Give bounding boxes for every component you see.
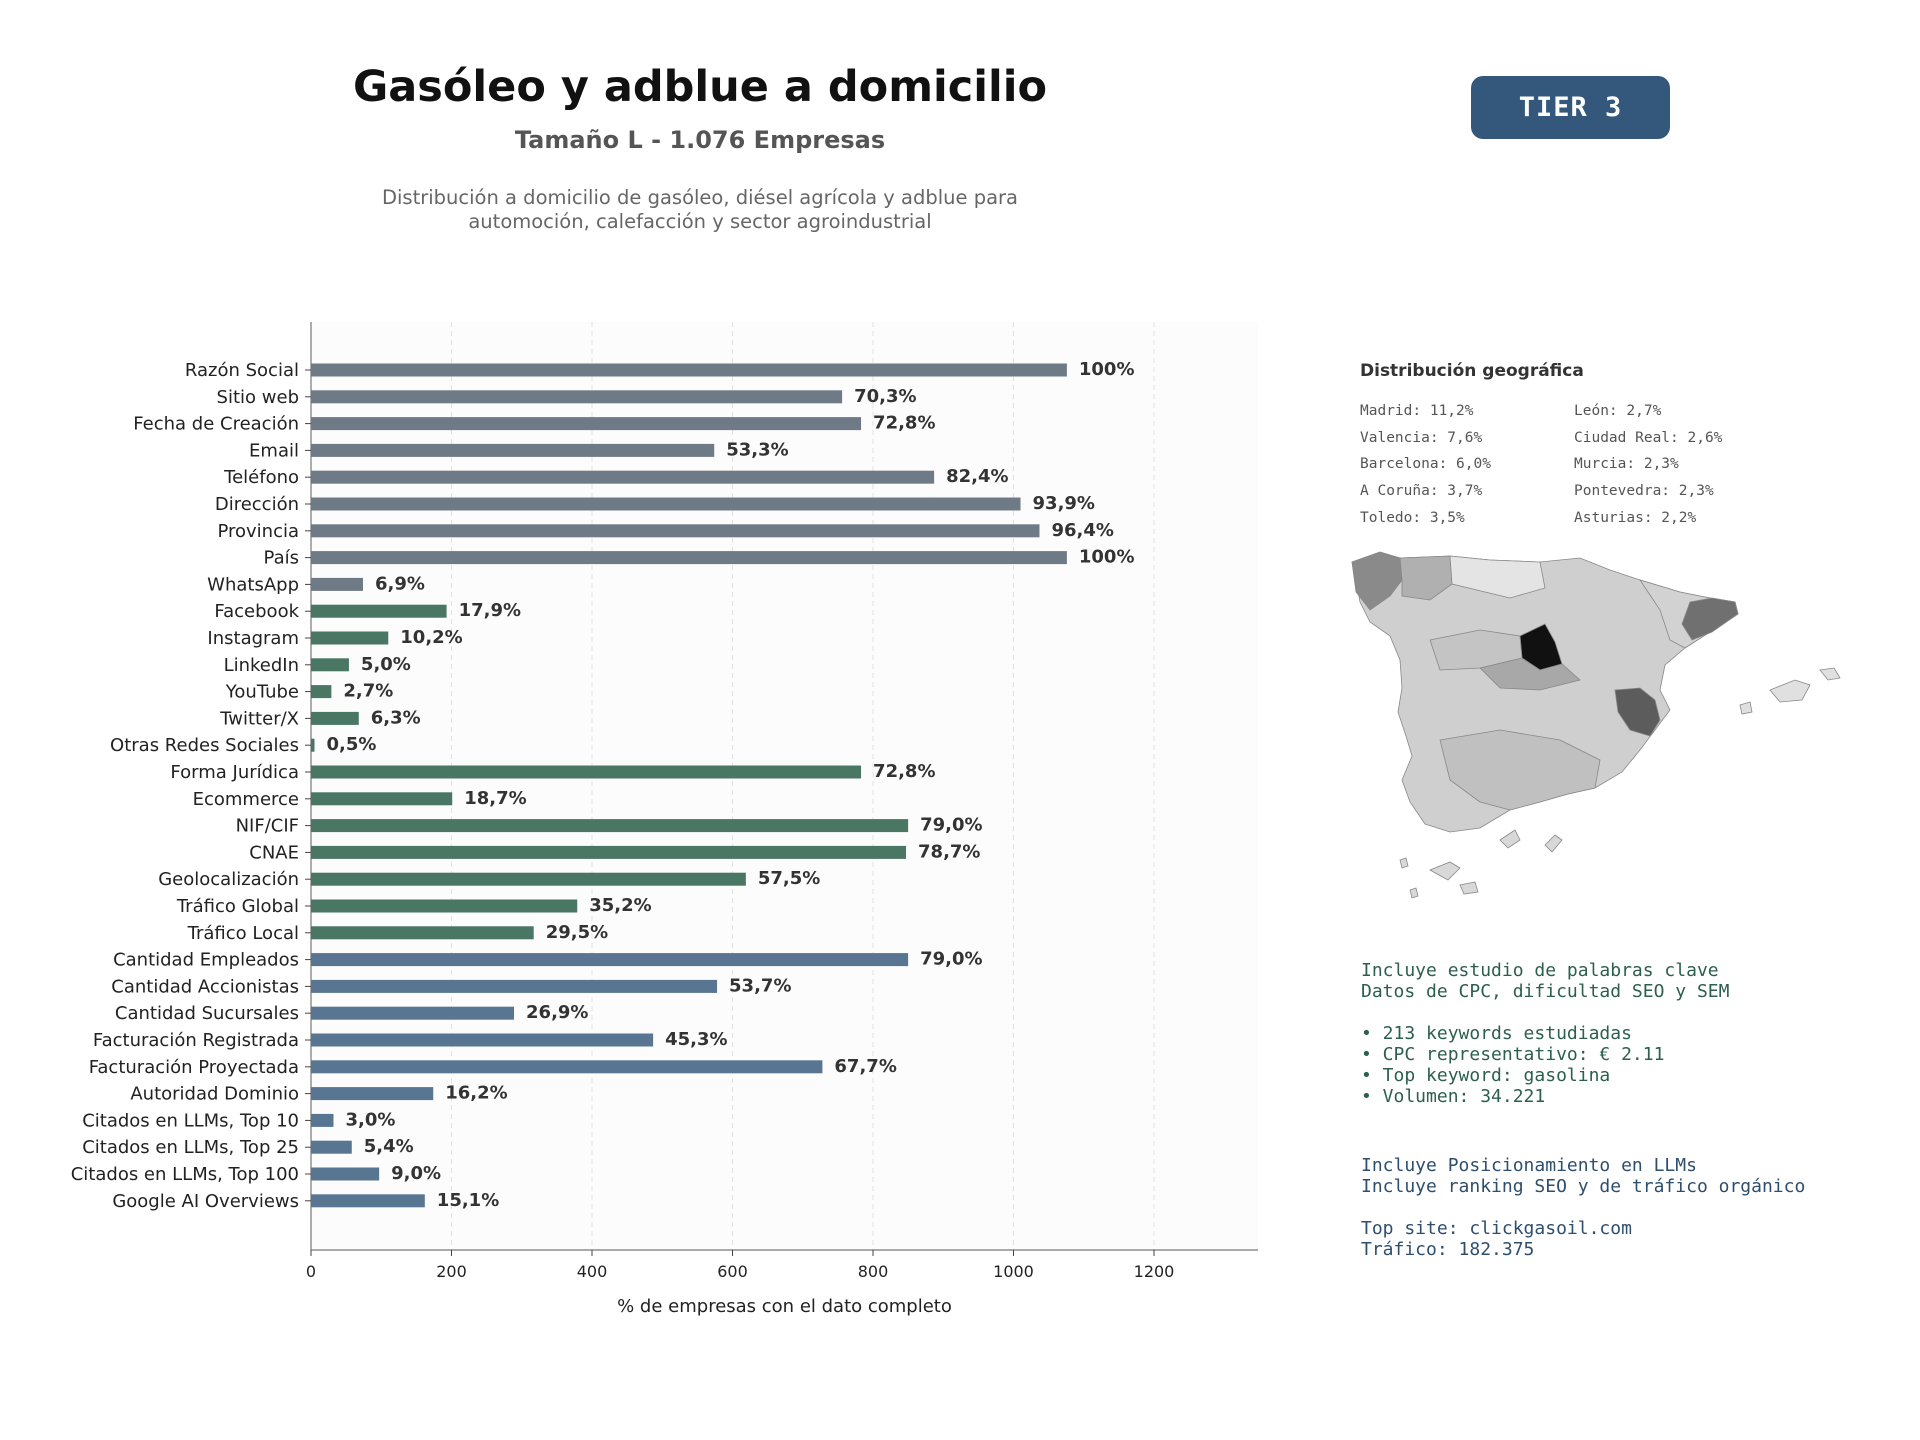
page-subtitle: Tamaño L - 1.076 Empresas <box>514 126 886 154</box>
bar <box>311 578 363 591</box>
category-label: CNAE <box>249 842 299 864</box>
category-label: País <box>263 547 299 569</box>
bar <box>311 1007 514 1020</box>
x-tick-label: 1000 <box>993 1262 1034 1281</box>
bar <box>311 980 717 993</box>
data-label: 5,4% <box>363 1136 414 1158</box>
category-label: Otras Redes Sociales <box>110 735 299 757</box>
seo-bullet: • Volumen: 34.221 <box>1361 1086 1546 1107</box>
data-label: 79,0% <box>920 948 983 970</box>
bar <box>311 658 349 671</box>
category-label: Facebook <box>214 601 299 623</box>
seo-info <box>1361 960 1729 1107</box>
category-label: Facturación Proyectada <box>88 1056 299 1078</box>
geo-item: Ciudad Real: 2,6% <box>1574 429 1723 446</box>
bar <box>311 551 1067 564</box>
geo-list-left <box>1360 398 1491 531</box>
bar <box>311 1141 352 1154</box>
geo-item: A Coruña: 3,7% <box>1360 483 1483 500</box>
seo-line: Datos de CPC, dificultad SEO y SEM <box>1361 981 1730 1002</box>
bar <box>311 873 746 886</box>
bar <box>311 766 861 779</box>
bar <box>311 1114 333 1127</box>
data-label: 57,5% <box>757 868 821 890</box>
bar <box>311 1087 433 1100</box>
data-label: 16,2% <box>445 1082 508 1104</box>
category-label: Fecha de Creación <box>133 413 299 435</box>
category-label: Dirección <box>214 494 299 515</box>
data-label: 6,9% <box>374 573 425 595</box>
data-label: 3,0% <box>345 1109 396 1131</box>
category-label: Geolocalización <box>158 869 299 891</box>
seo-bullet: • CPC representativo: € 2.11 <box>1361 1044 1665 1065</box>
data-label: 29,5% <box>545 921 609 943</box>
tier-badge: TIER 3 <box>1471 76 1670 139</box>
bar <box>311 498 1021 511</box>
balearic-islands <box>1740 668 1840 714</box>
data-label: 9,0% <box>391 1163 442 1184</box>
seo-bullet: • Top keyword: gasolina <box>1361 1065 1611 1086</box>
x-tick-label: 600 <box>717 1262 748 1281</box>
data-label: 6,3% <box>370 707 421 729</box>
bar <box>311 685 331 698</box>
data-label: 78,7% <box>918 841 981 863</box>
data-label: 70,3% <box>854 385 917 407</box>
llm-line: Tráfico: 182.375 <box>1361 1239 1535 1260</box>
category-label: Forma Jurídica <box>170 762 299 783</box>
bar <box>311 364 1067 377</box>
geo-item: Pontevedra: 2,3% <box>1574 483 1714 500</box>
bar <box>311 1034 653 1047</box>
spain-map <box>1340 540 1860 920</box>
data-label: 79,0% <box>920 814 983 836</box>
bar <box>311 819 908 832</box>
data-label: 0,5% <box>326 734 377 756</box>
llm-info <box>1361 1155 1805 1260</box>
x-tick-label: 200 <box>436 1262 467 1281</box>
bar <box>311 605 447 618</box>
category-label: Ecommerce <box>192 788 299 810</box>
category-label: Citados en LLMs, Top 10 <box>82 1110 299 1132</box>
data-label: 53,3% <box>726 439 789 461</box>
geo-item: León: 2,7% <box>1574 403 1662 419</box>
data-label: 2,7% <box>343 680 394 702</box>
data-label: 45,3% <box>665 1029 728 1050</box>
geo-item: Madrid: 11,2% <box>1360 403 1474 419</box>
category-label: LinkedIn <box>223 654 299 676</box>
geo-list-right <box>1574 398 1722 531</box>
description-line: automoción, calefacción y sector agroindustrial <box>468 210 932 233</box>
data-label: 82,4% <box>946 466 1009 488</box>
category-label: Instagram <box>207 628 299 649</box>
category-label: Tráfico Local <box>187 922 299 944</box>
seo-line: Incluye estudio de palabras clave <box>1361 960 1719 981</box>
bar <box>311 471 934 484</box>
x-axis-label: % de empresas con el dato completo <box>617 1296 952 1317</box>
x-tick-label: 1200 <box>1133 1262 1175 1281</box>
category-label: Twitter/X <box>220 708 299 730</box>
bar <box>311 1168 379 1181</box>
bar <box>311 926 534 939</box>
bar <box>311 417 861 430</box>
category-label: Tráfico Global <box>176 896 299 917</box>
llm-line: Top site: clickgasoil.com <box>1361 1218 1632 1239</box>
geo-item: Valencia: 7,6% <box>1360 429 1483 446</box>
category-label: Teléfono <box>224 467 299 489</box>
geo-distribution-title: Distribución geográfica <box>1360 361 1584 381</box>
category-label: Facturación Registrada <box>92 1030 299 1051</box>
llm-line: Incluye Posicionamiento en LLMs <box>1361 1155 1697 1176</box>
data-label: 18,7% <box>464 787 527 809</box>
category-label: Provincia <box>217 520 299 542</box>
category-label: Citados en LLMs, Top 25 <box>82 1137 299 1159</box>
data-label: 10,2% <box>400 627 463 648</box>
data-label: 15,1% <box>436 1189 500 1211</box>
bar <box>311 846 906 859</box>
category-label: WhatsApp <box>207 574 299 596</box>
bar <box>311 1194 425 1207</box>
geo-item: Toledo: 3,5% <box>1360 509 1465 526</box>
page-title: Gasóleo y adblue a domicilio <box>352 62 1048 112</box>
x-tick-label: 400 <box>576 1262 608 1281</box>
bar <box>311 953 908 966</box>
category-label: Sitio web <box>216 386 299 408</box>
barcelona-region <box>1682 598 1738 640</box>
data-label: 26,9% <box>526 1002 589 1024</box>
category-label: Cantidad Accionistas <box>111 976 299 998</box>
category-label: Google AI Overviews <box>112 1190 299 1212</box>
plot-area <box>311 322 1258 1250</box>
data-label: 100% <box>1078 359 1135 380</box>
bar <box>311 1060 822 1073</box>
data-label: 17,9% <box>458 600 522 622</box>
category-label: Cantidad Empleados <box>113 949 299 971</box>
bar <box>311 444 714 457</box>
category-label: NIF/CIF <box>235 815 299 837</box>
bar <box>311 792 452 805</box>
bar <box>311 524 1039 537</box>
data-label: 5,0% <box>360 653 411 675</box>
category-label: Email <box>249 440 299 462</box>
category-label: Autoridad Dominio <box>130 1083 299 1105</box>
data-label: 100% <box>1078 546 1135 568</box>
data-label: 53,7% <box>729 975 792 997</box>
x-tick-label: 0 <box>305 1262 317 1281</box>
category-label: Razón Social <box>184 360 299 381</box>
data-label: 96,4% <box>1051 519 1114 541</box>
category-label: Cantidad Sucursales <box>114 1003 299 1025</box>
x-tick-label: 800 <box>857 1262 889 1281</box>
canary-islands <box>1400 830 1562 898</box>
seo-bullet: • 213 keywords estudiadas <box>1361 1023 1632 1044</box>
category-label: Citados en LLMs, Top 100 <box>70 1164 299 1185</box>
description-line: Distribución a domicilio de gasóleo, diésel agrícola y adblue para <box>382 186 1018 209</box>
bar <box>311 632 388 645</box>
bar <box>311 712 359 725</box>
data-label: 93,9% <box>1032 493 1095 514</box>
data-label: 67,7% <box>834 1055 897 1077</box>
bar <box>311 900 577 913</box>
bar <box>311 739 315 752</box>
data-label: 35,2% <box>589 895 652 916</box>
bar <box>311 390 842 403</box>
geo-item: Murcia: 2,3% <box>1574 456 1679 473</box>
data-label: 72,8% <box>873 412 936 434</box>
data-label: 72,8% <box>873 761 936 782</box>
category-label: YouTube <box>225 681 299 703</box>
geo-item: Asturias: 2,2% <box>1574 509 1697 526</box>
llm-line: Incluye ranking SEO y de tráfico orgánico <box>1361 1176 1806 1197</box>
geo-item: Barcelona: 6,0% <box>1360 456 1491 473</box>
